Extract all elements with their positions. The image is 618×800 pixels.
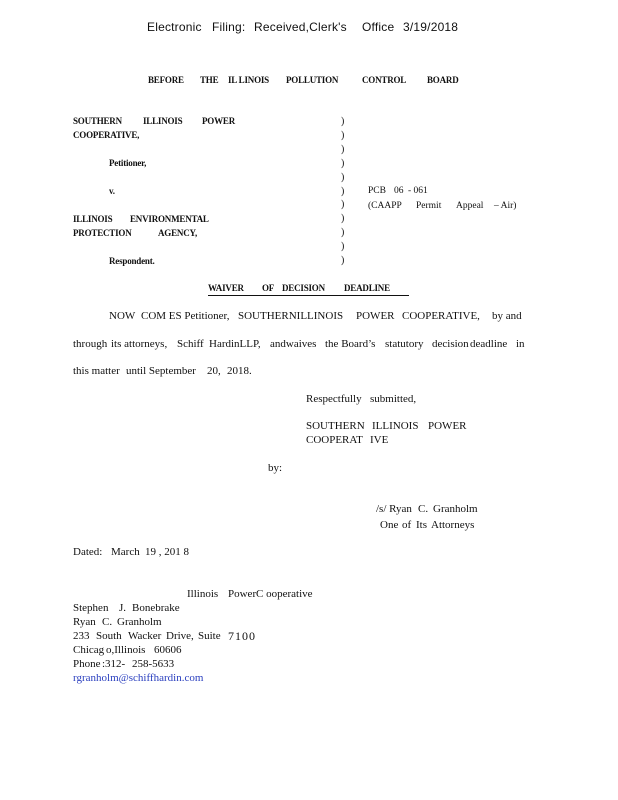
body-word: by and: [492, 310, 522, 322]
case-word: - 061: [408, 186, 428, 196]
email-link[interactable]: rgranholm@schiffhardin.com: [73, 672, 204, 684]
address-word: 60606: [154, 644, 182, 656]
caption-word: POWER: [202, 116, 236, 126]
counsel-word: Granholm: [117, 616, 162, 628]
signed-word: C.: [418, 503, 429, 515]
party-word: COOPERAT: [306, 434, 363, 446]
petitioner-role: Petitioner,: [109, 158, 147, 168]
case-word: 06: [394, 186, 404, 196]
party-word: SOUTHERN: [306, 420, 365, 432]
address-word: o,Illinois: [106, 644, 146, 656]
phone-word: 258-5633: [132, 658, 175, 670]
body-word: 20,: [207, 365, 221, 377]
role-word: of: [402, 519, 412, 531]
case-word: Permit: [416, 201, 442, 211]
body-word: COOPERATIVE,: [402, 310, 480, 322]
title-word: DEADLINE: [344, 283, 390, 293]
case-word: – Air): [494, 201, 517, 211]
body-word: statutory: [385, 338, 424, 350]
counsel-word: Bonebrake: [132, 602, 180, 614]
case-word: PCB: [368, 186, 386, 196]
address-word: 7100: [228, 629, 256, 643]
board-title-word: IL LINOIS: [228, 75, 269, 85]
paren: ): [341, 227, 345, 239]
board-title-word: CONTROL: [362, 75, 407, 85]
filing-label-office: Office: [362, 20, 395, 34]
counsel-word: J.: [119, 602, 127, 614]
address-word: Drive,: [166, 630, 194, 642]
title-word: OF: [262, 283, 275, 293]
body-word: andwaives: [270, 338, 317, 350]
firm-word: C ooperative: [256, 588, 313, 600]
caption-word: ILLINOIS: [73, 214, 113, 224]
firm-word: Illinois: [187, 588, 219, 600]
counsel-word: C.: [102, 616, 113, 628]
paren: ): [341, 199, 345, 211]
body-word: its attorneys,: [111, 338, 168, 350]
board-title-word: BOARD: [427, 75, 459, 85]
filing-date: 3/19/2018: [403, 20, 459, 34]
closing-word: submitted,: [370, 393, 417, 405]
body-word: the Board’s: [325, 338, 376, 350]
title-word: WAIVER: [208, 283, 244, 293]
caption-word: AGENCY,: [158, 228, 198, 238]
body-word: NOW: [109, 310, 136, 322]
body-word: decision: [432, 338, 469, 350]
closing-word: Respectfully: [306, 393, 362, 405]
case-word: (CAAPP: [368, 201, 402, 211]
body-word: this matter: [73, 365, 120, 377]
paren: ): [341, 241, 345, 253]
case-word: Appeal: [456, 201, 484, 211]
body-word: until September: [126, 365, 196, 377]
body-word: deadline: [470, 338, 508, 350]
address-word: Suite: [198, 630, 221, 642]
body-word: through: [73, 338, 108, 350]
caption-word: COOPERATIVE,: [73, 130, 140, 140]
paren: ): [341, 171, 345, 183]
versus-label: v.: [109, 186, 115, 196]
address-word: Wacker: [128, 630, 162, 642]
dated-word: Dated:: [73, 546, 103, 558]
body-word: Schiff: [177, 338, 204, 350]
body-word: SOUTHERNILLINOIS: [238, 310, 344, 322]
caption-word: ENVIRONMENTAL: [130, 214, 209, 224]
filing-label-electronic: Electronic: [147, 20, 202, 34]
board-title-word: THE: [200, 75, 219, 85]
counsel-word: Stephen: [73, 602, 109, 614]
address-word: South: [96, 630, 122, 642]
body-word: COM ES Petitioner,: [141, 310, 230, 322]
signed-word: Granholm: [433, 503, 478, 515]
body-word: 2018.: [227, 365, 252, 377]
caption-divider: [341, 115, 344, 268]
paren: ): [341, 143, 345, 155]
dated-word: 19 , 201 8: [145, 546, 189, 558]
address-word: 233: [73, 630, 90, 642]
party-word: ILLINOIS: [372, 420, 419, 432]
caption-word: PROTECTION: [73, 228, 132, 238]
body-word: POWER: [356, 310, 395, 322]
caption-word: SOUTHERN: [73, 116, 122, 126]
respondent-role: Respondent.: [109, 256, 155, 266]
signed-word: /s/ Ryan: [376, 503, 412, 515]
phone-word: :312-: [102, 658, 126, 670]
by-label: by:: [268, 462, 283, 474]
filing-label-filing: Filing:: [212, 20, 246, 34]
title-word: DECISION: [282, 283, 325, 293]
paren: ): [341, 185, 345, 197]
role-word: Its: [416, 519, 427, 531]
body-word: HardinLLP,: [209, 338, 261, 350]
counsel-word: Ryan: [73, 616, 96, 628]
filing-label-received: Received,Clerk's: [254, 20, 347, 34]
document-title: [208, 283, 409, 296]
paren: ): [341, 116, 345, 127]
paren: ): [341, 213, 345, 225]
dated-word: March: [111, 546, 140, 558]
paren: ): [341, 129, 345, 141]
address-word: Chicag: [73, 644, 105, 656]
paren: ): [341, 255, 345, 267]
role-word: Attorneys: [431, 519, 475, 531]
board-title-word: BEFORE: [148, 75, 184, 85]
party-word: POWER: [428, 420, 467, 432]
paren: ): [341, 157, 345, 169]
role-word: One: [380, 519, 399, 531]
board-title-word: POLLUTION: [286, 75, 339, 85]
caption-word: ILLINOIS: [143, 116, 183, 126]
firm-word: Power: [228, 588, 257, 600]
body-word: in: [516, 338, 525, 350]
party-word: IVE: [370, 434, 389, 446]
phone-word: Phone: [73, 658, 101, 670]
